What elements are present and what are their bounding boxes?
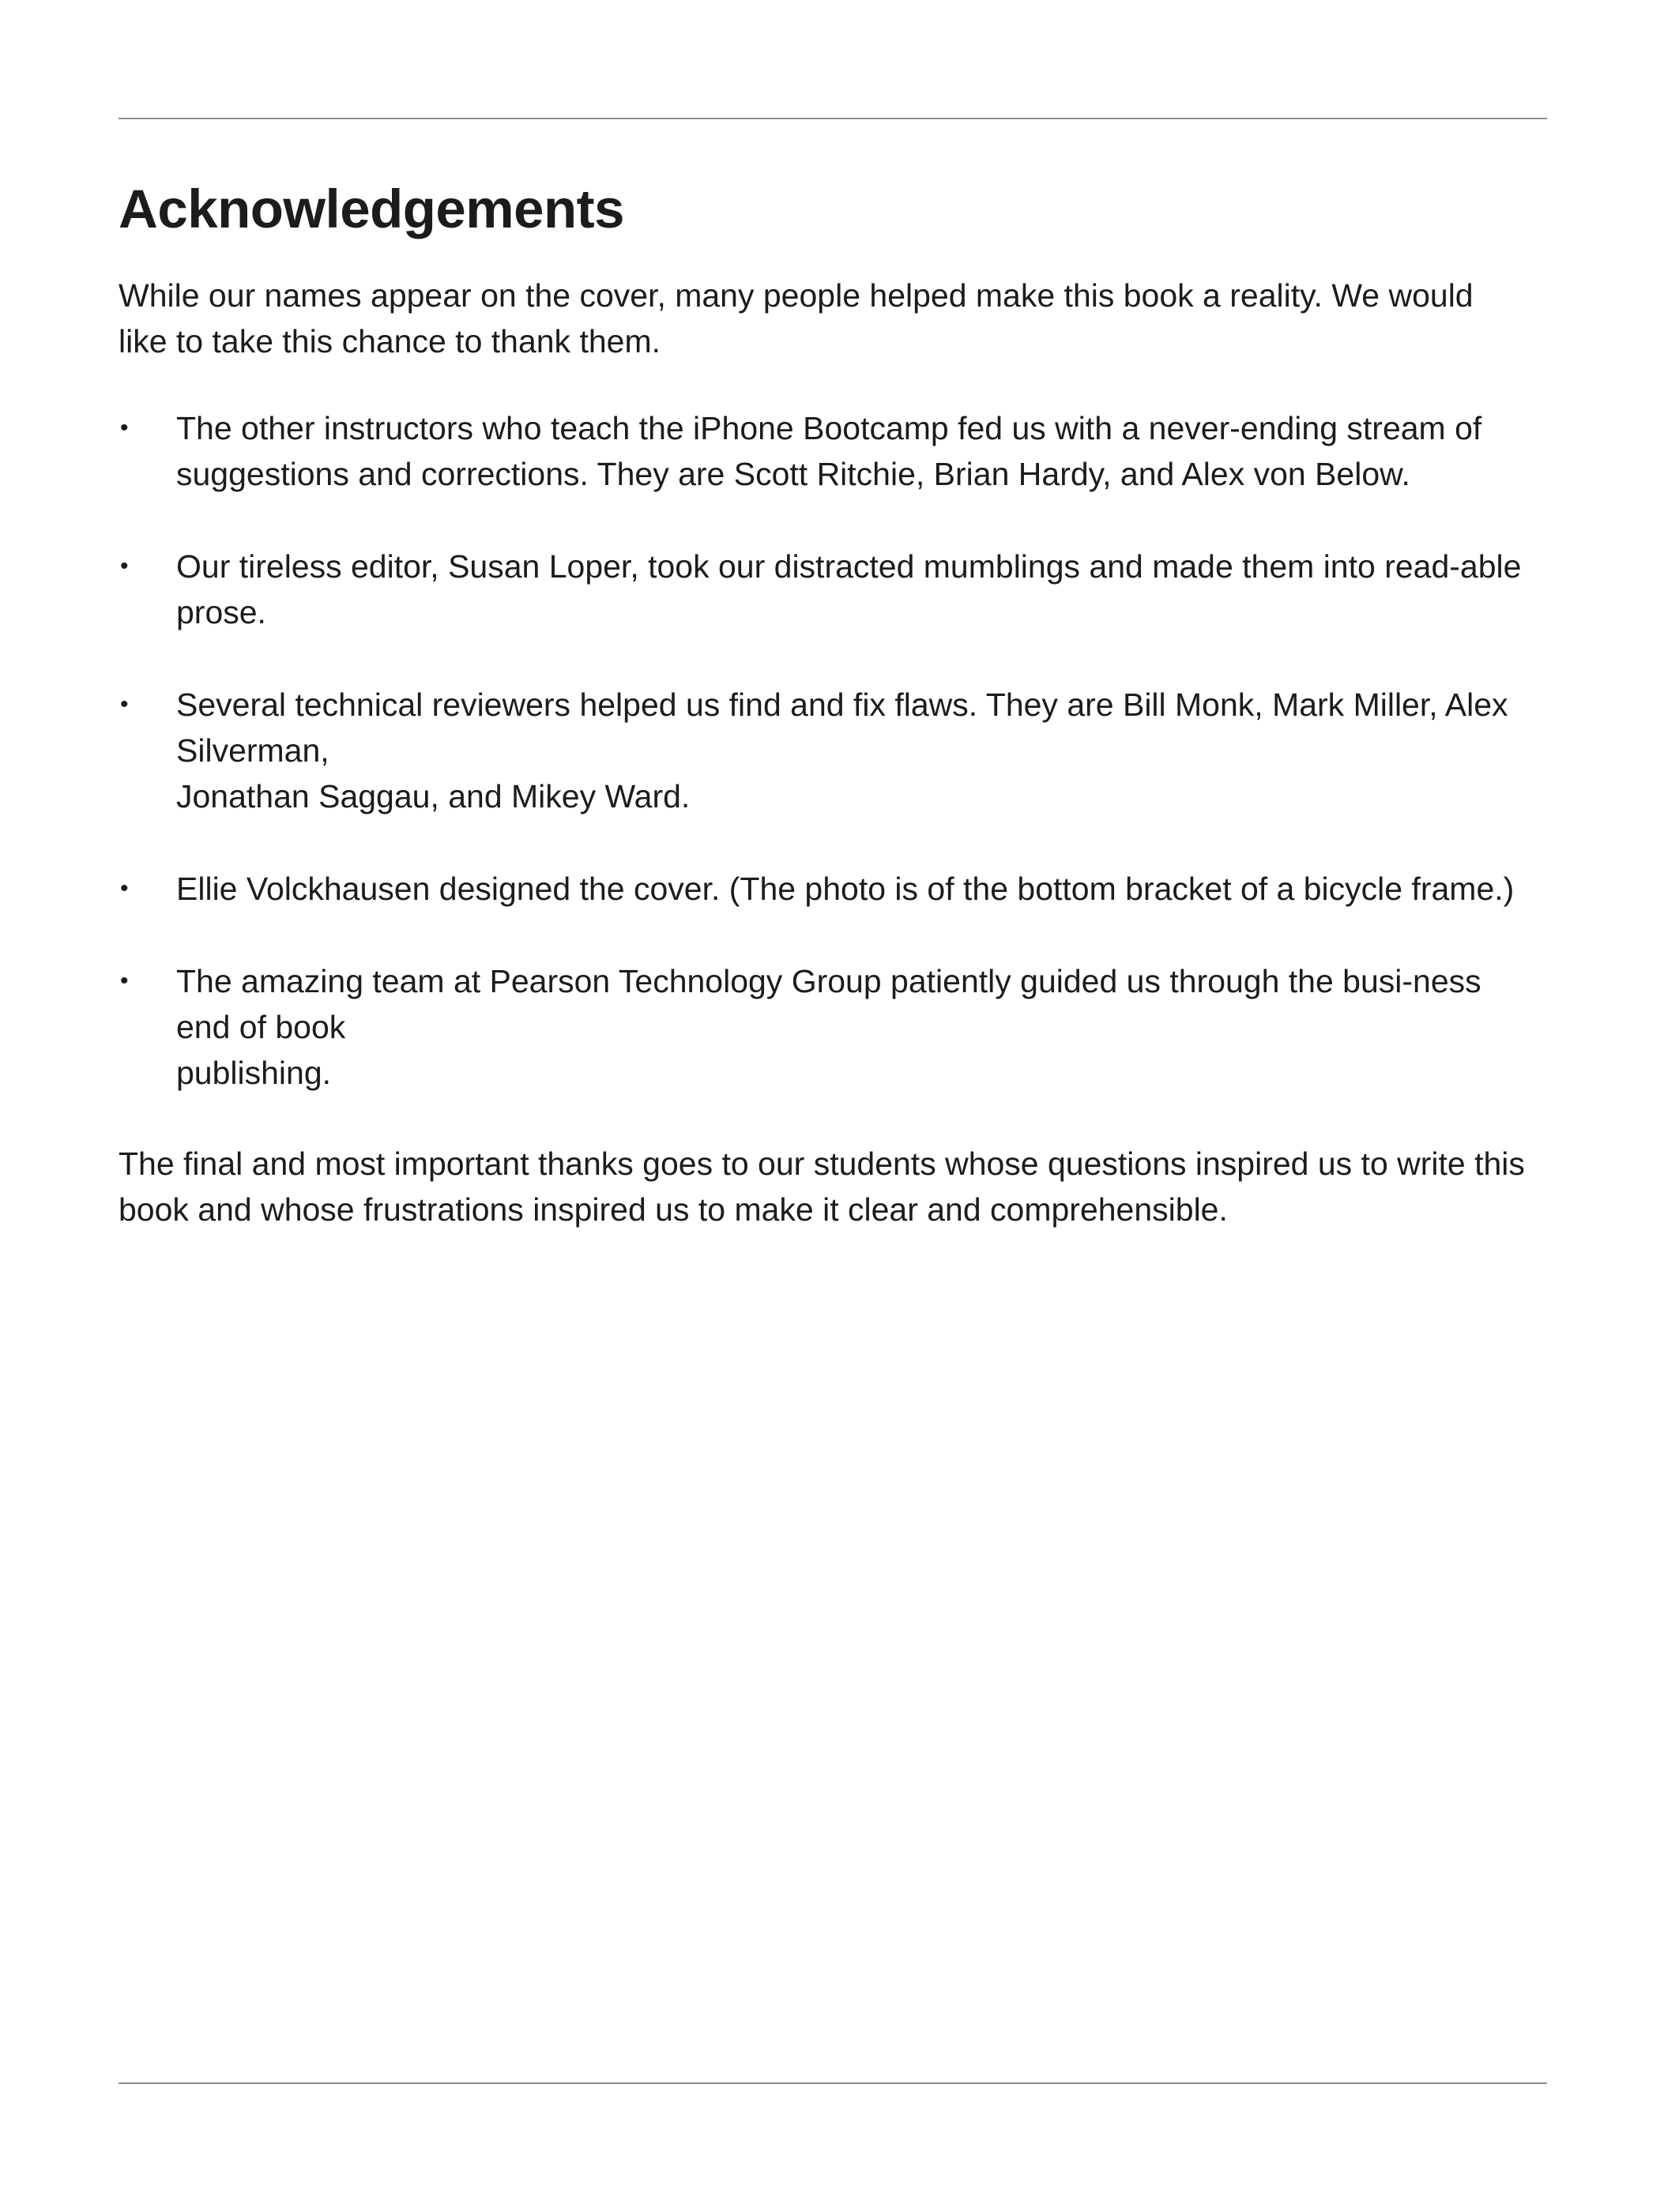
list-item [119, 544, 1535, 635]
list-item [119, 405, 1535, 497]
list-item-text-continued: publishing. [176, 1055, 332, 1091]
list-item-text: The other instructors who teach the iPhone Bootcamp fed us with a never-ending stream of suggestions and corrections. They are Scott Ritchie, Brian Hardy, and Alex von Below. [176, 410, 1482, 492]
bullet-icon: • [120, 875, 129, 901]
page-content [119, 170, 1557, 1232]
list-item-text: Our tireless editor, Susan Loper, took our distracted mumblings and made them into read-able prose. [176, 548, 1522, 630]
bullet-icon: • [120, 691, 129, 717]
list-item [119, 958, 1535, 1096]
bullet-icon: • [120, 415, 129, 441]
list-item [119, 682, 1535, 819]
list-item-text-continued: Jonathan Saggau, and Mikey Ward. [176, 778, 691, 814]
acknowledgement-list [119, 405, 1557, 1096]
list-item-text: Several technical reviewers helped us find and fix flaws. They are Bill Monk, Mark Miller, Alex Silverman, [176, 687, 1508, 769]
footer-rule [119, 2082, 1547, 2084]
intro-paragraph: While our names appear on the cover, many people helped make this book a reality. We would like to take this chance to thank them. [119, 277, 1474, 359]
list-item-text: The amazing team at Pearson Technology Group patiently guided us through the busi-ness end of book [176, 963, 1481, 1045]
page-title: Acknowledgements [119, 179, 624, 239]
bullet-icon: • [120, 968, 129, 994]
list-item [119, 866, 1535, 912]
header-rule [119, 118, 1547, 119]
closing-paragraph: The final and most important thanks goes to our students whose questions inspired us to write this book and whose frustrations inspired us to make it clear and comprehensible. [119, 1146, 1525, 1228]
list-item-text: Ellie Volckhausen designed the cover. (The photo is of the bottom bracket of a bicycle frame.) [176, 871, 1515, 907]
bullet-icon: • [120, 553, 129, 579]
